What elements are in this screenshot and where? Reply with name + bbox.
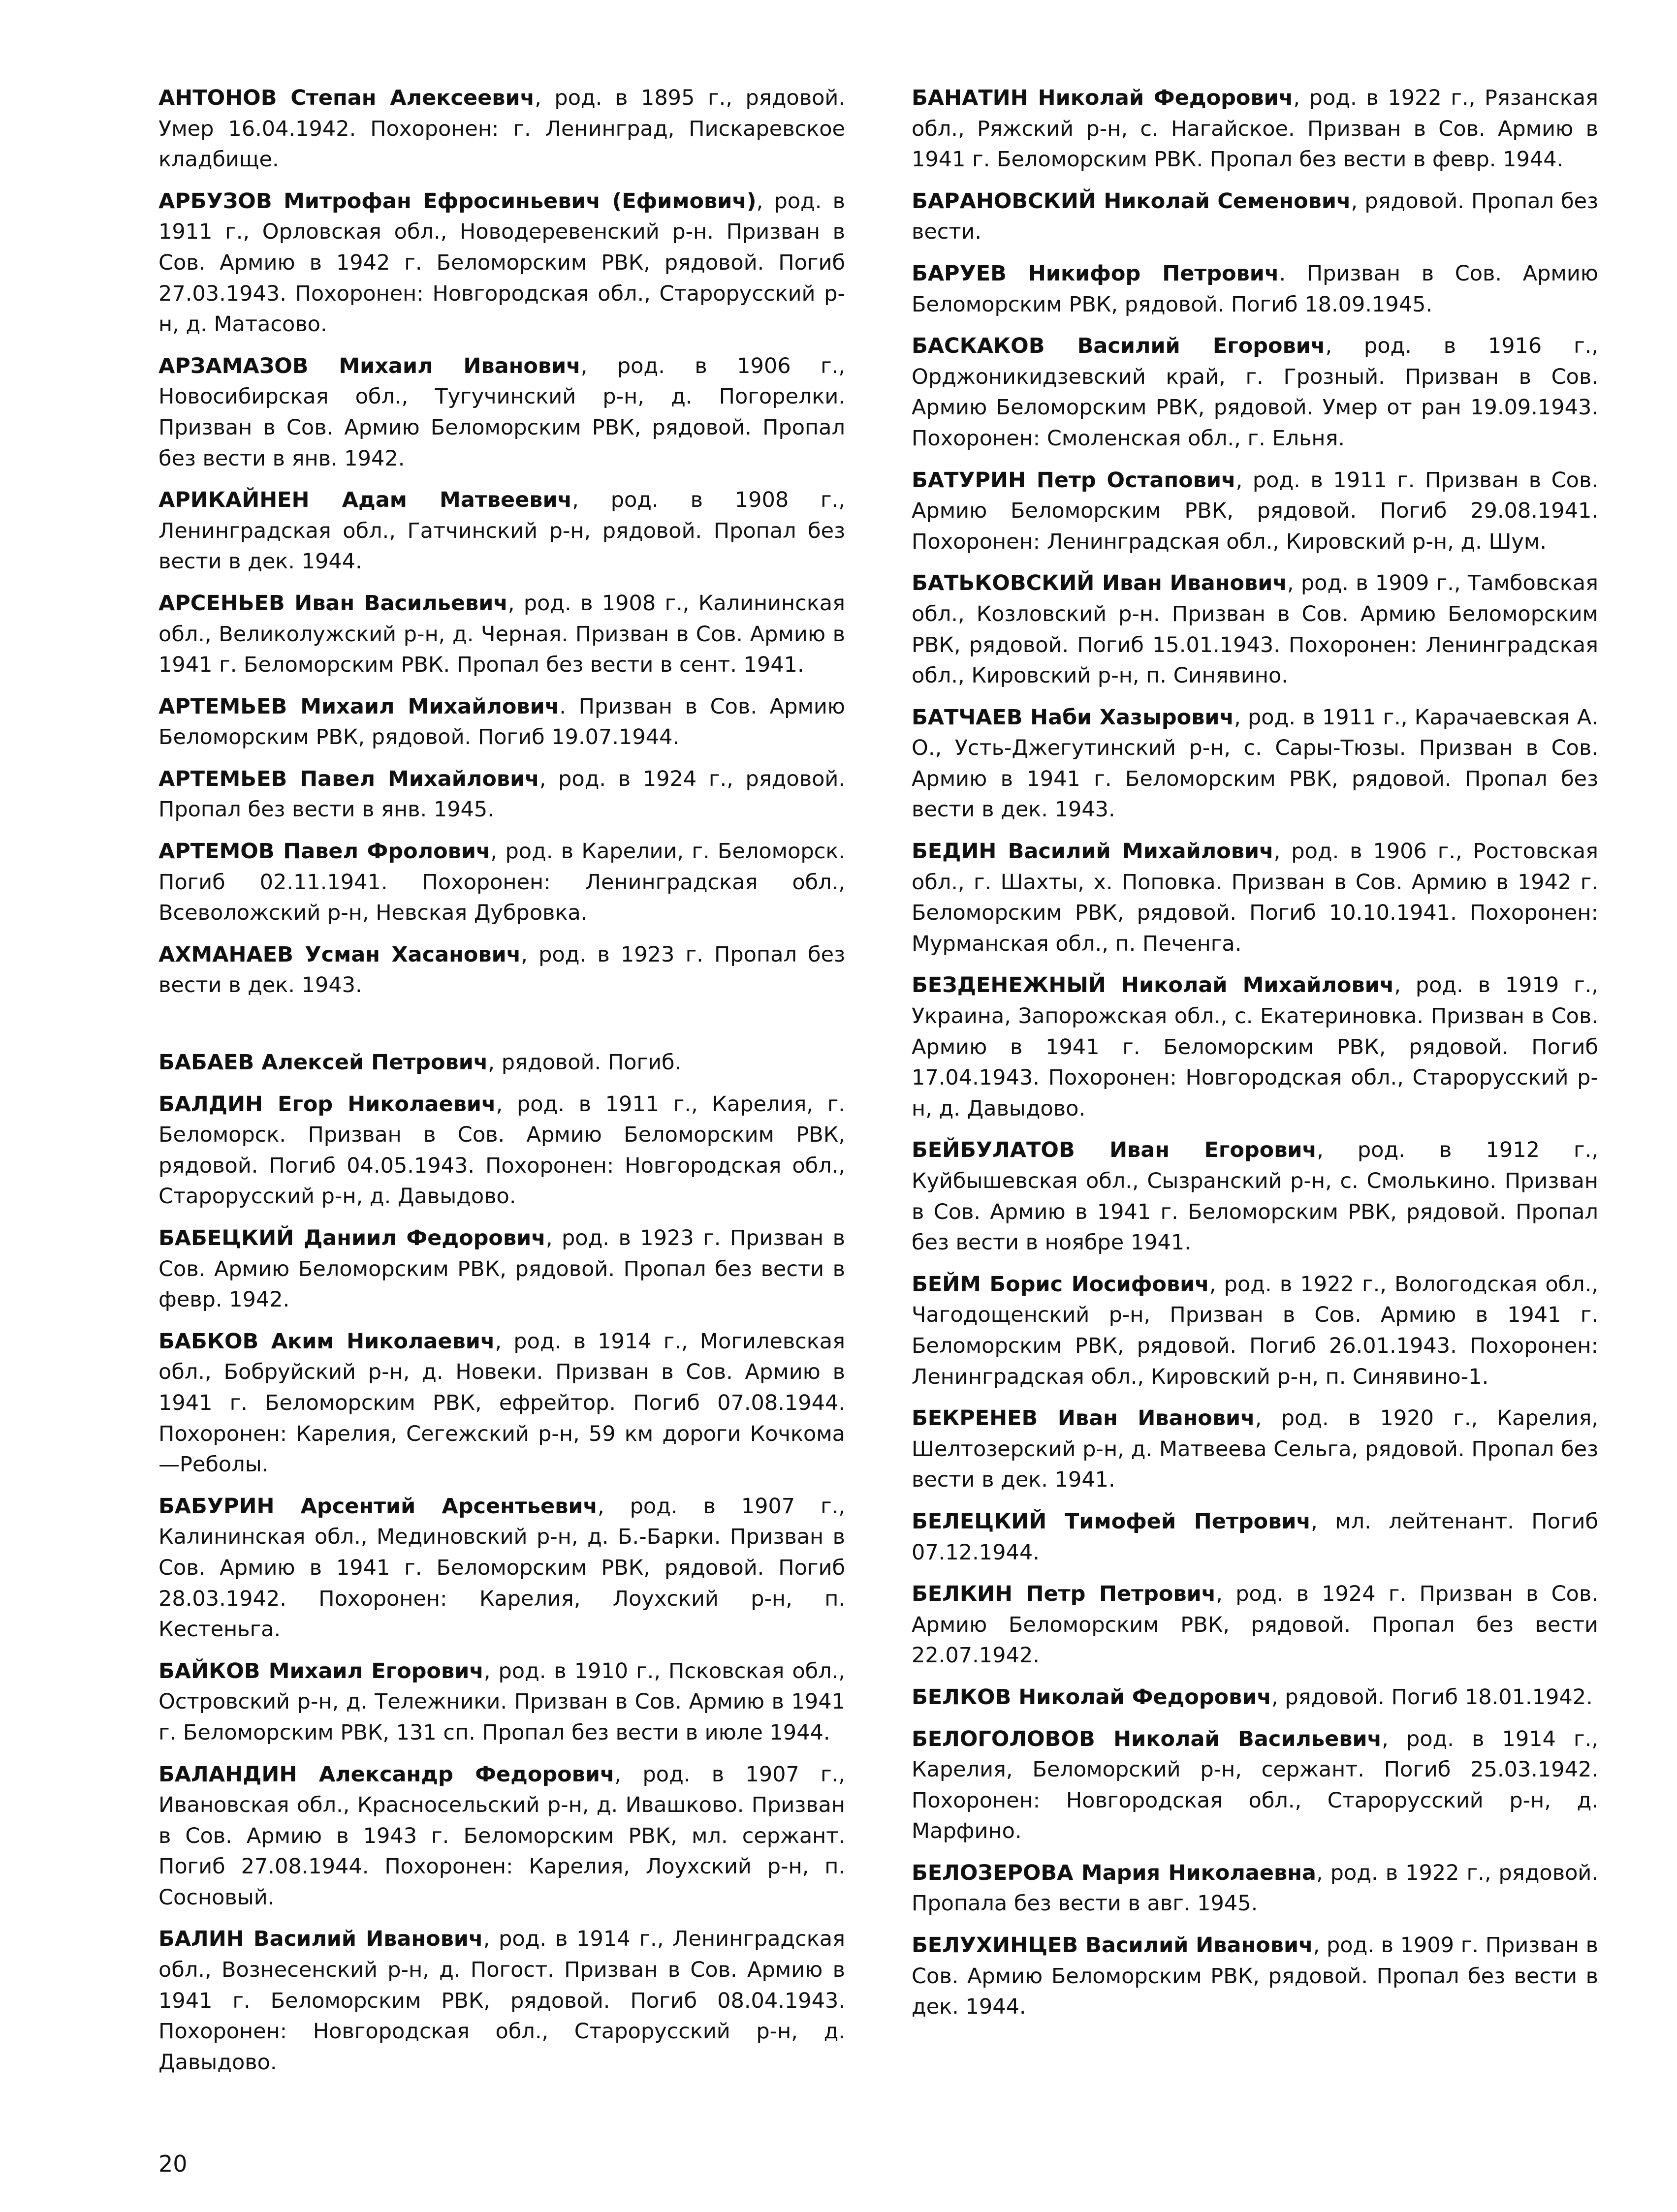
list-entry: [912, 1858, 1598, 1919]
entry-name: БЕЙМ Борис Иосифович: [912, 1272, 1209, 1297]
list-entry: [158, 1047, 845, 1078]
entry-details: , род. в 1907 г., Ивановская обл., Красносельский р-н, д. Ивашково. Призван в Сов. Армию в 1943 г. Беломорским РВК, мл. сержант. Погиб 27.08.1944. Похоронен: Карелия, Лоухский р-н, п. Сосновый.: [158, 1762, 845, 1910]
entry-name: АХМАНАЕВ Усман Хасанович: [158, 942, 521, 967]
entry-name: БАРУЕВ Никифор Петрович: [912, 261, 1279, 286]
entry-details: , род. в 1919 г., Украина, Запорожская обл., с. Екатериновка. Призван в Сов. Армию в 1941 г. Беломорским РВК, рядовой. Погиб 17.04.1943. Похоронен: Новгородская обл., Старорусский р-н, д. Давыдово.: [912, 973, 1598, 1121]
entry-details: , род. в 1923 г. Призван в Сов. Армию Беломорским РВК, рядовой. Пропал без вести в февр. 1942.: [158, 1226, 845, 1312]
entry-name: БЕЛКОВ Николай Федорович: [912, 1684, 1272, 1710]
entry-details: , род. в 1906 г., Новосибирская обл., Тугучинский р-н, д. Погорелки. Призван в Сов. Армию Беломорским РВК, рядовой. Пропал без вести в янв. 1942.: [158, 353, 846, 471]
entry-name: АРТЕМЬЕВ Михаил Михайлович: [158, 694, 560, 719]
entry-name: АРИКАЙНЕН Адам Матвеевич: [158, 488, 572, 513]
list-entry: [912, 1724, 1598, 1847]
list-entry: [912, 1579, 1598, 1671]
list-entry: [158, 691, 845, 753]
entry-details: , род. в 1924 г. Призван в Сов. Армию Беломорским РВК, рядовой. Пропал без вести 22.07.1942.: [912, 1582, 1598, 1668]
entry-details: , род. в 1909 г., Тамбовская обл., Козловский р-н. Призван в Сов. Армию Беломорским РВК, рядовой. Погиб 15.01.1943. Похоронен: Ленинградская обл., Кировский р-н, п. Синявино.: [912, 571, 1598, 688]
entry-details: , род. в 1911 г., Карелия, г. Беломорск. Призван в Сов. Армию Беломорским РВК, рядовой. Погиб 04.05.1943. Похоронен: Новгородская обл., Старорусский р-н, д. Давыдово.: [158, 1091, 845, 1209]
list-entry: [912, 1135, 1598, 1258]
entry-name: АНТОНОВ Степан Алексеевич: [158, 86, 535, 110]
entry-details: , род. в 1907 г., Калининская обл., Мединовский р-н, д. Б.-Барки. Призван в Сов. Армию в 1941 г. Беломорским РВК, рядовой. Погиб 28.03.1942. Похоронен: Карелия, Лоухский р-н, п. Кестеньга.: [158, 1494, 845, 1642]
entry-details: , род. в 1914 г., Ленинградская обл., Вознесенский р-н, д. Погост. Призван в Сов. Армию в 1941 г. Беломорским РВК, рядовой. Погиб 08.04.1943. Похоронен: Новгородская обл., Старорусский р-н, д. Давыдово.: [158, 1927, 845, 2075]
entry-name: АРТЕМЬЕВ Павел Михайлович: [158, 766, 539, 791]
entry-name: БАРАНОВСКИЙ Николай Семенович: [912, 188, 1351, 214]
list-entry: [158, 351, 845, 474]
list-entry: [158, 1656, 845, 1748]
list-entry: [158, 83, 845, 175]
entry-name: БАЛДИН Егор Николаевич: [158, 1091, 496, 1117]
entry-name: БЕЛУХИНЦЕВ Василий Иванович: [912, 1933, 1313, 1958]
list-entry: [912, 836, 1598, 959]
entry-details: , род. в 1914 г., Карелия, Беломорский р-н, сержант. Погиб 25.03.1942. Похоронен: Новгородская обл., Старорусский р-н, д. Марфино.: [912, 1726, 1598, 1844]
entry-details: , род. в Карелии, г. Беломорск. Погиб 02.11.1941. Похоронен: Ленинградская обл., Всеволожский р-н, Невская Дубровка.: [158, 839, 846, 926]
list-entry: [158, 1326, 845, 1480]
entry-details: , род. в 1920 г., Карелия, Шелтозерский р-н, д. Матвеева Сельга, рядовой. Пропал без вести в дек. 1941.: [912, 1406, 1599, 1493]
list-entry: [158, 1223, 845, 1315]
list-entry: [158, 588, 845, 681]
entry-details: , род. в 1906 г., Ростовская обл., г. Шахты, х. Поповка. Призван в Сов. Армию в 1942 г. Беломорским РВК, рядовой. Погиб 10.10.1941. Похоронен: Мурманская обл., п. Печенга.: [912, 839, 1598, 956]
list-entry: [912, 186, 1598, 248]
entry-name: АРТЕМОВ Павел Фролович: [158, 839, 491, 864]
list-entry: [158, 1089, 845, 1212]
list-entry: [158, 764, 845, 825]
list-entry: [912, 465, 1598, 558]
left-column: [158, 83, 845, 2088]
entry-details: , род. в 1911 г., Орловская обл., Новодеревенский р-н. Призван в Сов. Армию в 1942 г. Беломорским РВК, рядовой. Погиб 27.03.1943. Похоронен: Новгородская обл., Старорусский р-н, д. Матасово.: [158, 188, 845, 337]
entry-name: АРЗАМАЗОВ Михаил Иванович: [158, 353, 581, 378]
entry-name: БЕЛОЗЕРОВА Мария Николаевна: [912, 1860, 1316, 1885]
list-entry: [158, 1759, 845, 1913]
list-entry: [158, 485, 845, 577]
entry-details: . Призван в Сов. Армию Беломорским РВК, рядовой. Погиб 19.07.1944.: [158, 694, 845, 750]
entry-name: БАЛИН Василий Иванович: [158, 1927, 483, 1952]
entry-details: , рядовой. Пропал без вести.: [912, 188, 1598, 245]
list-entry: [912, 1506, 1598, 1568]
entry-name: БЕДИН Василий Михайлович: [912, 839, 1274, 864]
entry-details: , род. в 1922 г., рядовой. Пропала без вести в авг. 1945.: [912, 1860, 1598, 1916]
entry-details: , род. в 1924 г., рядовой. Пропал без вести в янв. 1945.: [158, 766, 845, 822]
list-entry: [158, 836, 845, 929]
entry-name: БАБАЕВ Алексей Петрович: [158, 1050, 488, 1075]
entry-name: БЕЗДЕНЕЖНЫЙ Николай Михайлович: [912, 973, 1394, 998]
list-entry: [158, 939, 845, 1001]
entry-details: , род. в 1914 г., Могилевская обл., Бобруйский р-н, д. Новеки. Призван в Сов. Армию в 1941 г. Беломорским РВК, ефрейтор. Погиб 07.08.1944. Похоронен: Карелия, Сегежский р-н, 59 км дороги Кочкома—Реболы.: [158, 1329, 845, 1477]
list-entry: [158, 1491, 845, 1645]
entry-details: , род. в 1911 г. Призван в Сов. Армию Беломорским РВК, рядовой. Погиб 29.08.1941. Похоронен: Ленинградская обл., Кировский р-н, д. Шум.: [912, 467, 1598, 554]
list-entry: [158, 186, 845, 340]
entry-details: , род. в 1895 г., рядовой. Умер 16.04.1942. Похоронен: г. Ленинград, Пискаревское кладбище.: [158, 86, 845, 172]
entry-name: БАБЕЦКИЙ Даниил Федорович: [158, 1226, 546, 1250]
list-entry: [912, 258, 1598, 320]
entry-details: , рядовой. Погиб 18.01.1942.: [1271, 1684, 1593, 1710]
entry-details: , род. в 1922 г., Рязанская обл., Ряжский р-н, с. Нагайское. Призван в Сов. Армию в 1941 г. Беломорским РВК. Пропал без вести в февр. 1944.: [912, 86, 1598, 172]
list-entry: [912, 1269, 1598, 1392]
entry-name: БЕЙБУЛАТОВ Иван Егорович: [912, 1138, 1317, 1163]
entry-details: , род. в 1908 г., Ленинградская обл., Гатчинский р-н, рядовой. Пропал без вести в дек. 1944.: [158, 488, 845, 574]
entry-name: БАТЧАЕВ Наби Хазырович: [912, 705, 1234, 730]
entry-name: БАСКАКОВ Василий Егорович: [912, 334, 1326, 359]
entry-name: БАТУРИН Петр Остапович: [912, 467, 1236, 493]
entry-name: БАЛАНДИН Александр Федорович: [158, 1762, 615, 1787]
entry-name: БАНАТИН Николай Федорович: [912, 86, 1294, 110]
right-column: [912, 83, 1598, 2033]
list-entry: [912, 702, 1598, 825]
entry-name: АРСЕНЬЕВ Иван Васильевич: [158, 591, 508, 616]
list-entry: [912, 83, 1598, 175]
entry-details: . Призван в Сов. Армию Беломорским РВК, рядовой. Погиб 18.09.1945.: [912, 261, 1598, 317]
entry-details: , род. в 1923 г. Пропал без вести в дек. 1943.: [158, 942, 845, 998]
entry-details: , род. в 1909 г. Призван в Сов. Армию Беломорским РВК, рядовой. Пропал без вести в дек. 1944.: [912, 1933, 1598, 2020]
list-entry: [158, 1924, 845, 2078]
entry-name: БАТЬКОВСКИЙ Иван Иванович: [912, 571, 1287, 596]
entry-details: , род. в 1908 г., Калининская обл., Великолужский р-н, д. Черная. Призван в Сов. Армию в 1941 г. Беломорским РВК. Пропал без вести в сент. 1941.: [158, 591, 846, 678]
list-entry: [912, 1682, 1598, 1713]
entry-details: , род. в 1911 г., Карачаевская А. О., Усть-Джегутинский р-н, с. Сары-Тюзы. Призван в Сов. Армию в 1941 г. Беломорским РВК, рядовой. Пропал без вести в дек. 1943.: [912, 705, 1599, 822]
entry-details: , род. в 1916 г., Орджоникидзевский край, г. Грозный. Призван в Сов. Армию Беломорским РВК, рядовой. Умер от ран 19.09.1943. Похоронен: Смоленская обл., г. Ельня.: [912, 334, 1598, 451]
entry-name: БАЙКОВ Михаил Егорович: [158, 1658, 484, 1683]
list-entry: [912, 331, 1598, 454]
entry-details: , род. в 1912 г., Куйбышевская обл., Сызранский р-н, с. Смолькино. Призван в Сов. Армию в 1941 г. Беломорским РВК, рядовой. Пропал без вести в ноябре 1941.: [912, 1138, 1598, 1255]
list-entry: [912, 1403, 1598, 1495]
entry-details: , рядовой. Погиб.: [488, 1050, 682, 1075]
page-number: 20: [158, 2150, 188, 2177]
entry-name: БАБУРИН Арсентий Арсентьевич: [158, 1494, 598, 1519]
entry-details: , род. в 1922 г., Вологодская обл., Чагодощенский р-н, Призван в Сов. Армию в 1941 г. Беломорским РВК, рядовой. Погиб 26.01.1943. Похоронен: Ленинградская обл., Кировский р-н, п. Синявино-1.: [912, 1272, 1599, 1389]
section-gap: [158, 1012, 845, 1047]
entry-name: АРБУЗОВ Митрофан Ефросиньевич (Ефимович): [158, 188, 757, 214]
list-entry: [912, 1930, 1598, 2023]
list-entry: [912, 568, 1598, 691]
entry-name: БЕЛКИН Петр Петрович: [912, 1582, 1216, 1607]
entry-details: , мл. лейтенант. Погиб 07.12.1944.: [912, 1509, 1598, 1565]
entry-name: БЕЛЕЦКИЙ Тимофей Петрович: [912, 1509, 1311, 1534]
entry-details: , род. в 1910 г., Псковская обл., Островский р-н, д. Тележники. Призван в Сов. Армию в 1941 г. Беломорским РВК, 131 сп. Пропал без вести в июле 1944.: [158, 1658, 845, 1745]
entry-name: БЕКРЕНЕВ Иван Иванович: [912, 1406, 1255, 1431]
list-entry: [912, 970, 1598, 1124]
entry-name: БАБКОВ Аким Николаевич: [158, 1329, 495, 1354]
entry-name: БЕЛОГОЛОВОВ Николай Васильевич: [912, 1726, 1382, 1751]
